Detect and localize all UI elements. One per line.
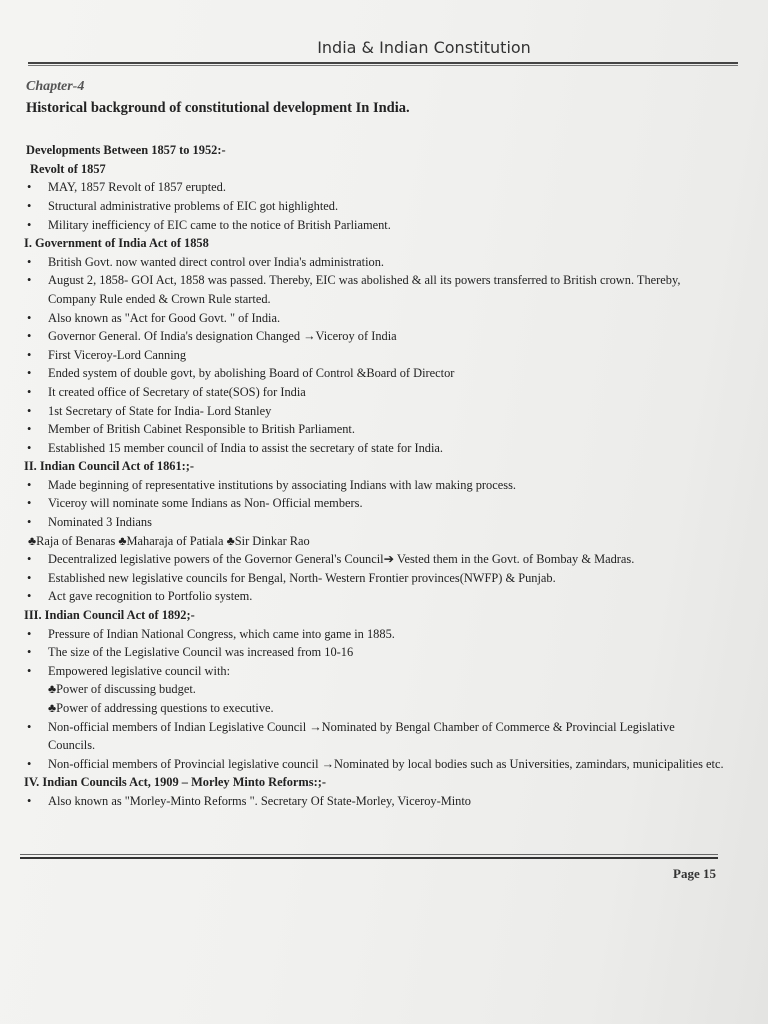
list-item: • Viceroy will nominate some Indians as Non- Official members. [27,496,363,511]
list-item: • Structural administrative problems of EIC got highlighted. [27,198,339,213]
goi-1858-heading: I. Government of India Act of 1858 [24,236,209,251]
revolt-list [24,178,724,234]
list-item: • Nominated 3 Indians [27,515,152,530]
list-item: • Military inefficiency of EIC came to the notice of British Parliament. [27,217,391,232]
page-number: Page 15 [673,866,716,881]
list-item: • Member of British Cabinet Responsible to British Parliament. [27,422,355,437]
list-item: • Also known as "Act for Good Govt. " of India. [27,310,281,325]
list-item: • Empowered legislative council with: [27,663,231,678]
list-item: • British Govt. now wanted direct control over India's administration. [27,254,385,269]
list-item: • Established 15 member council of India to assist the secretary of state for India. [27,440,443,455]
list-item: • Non-official members of Indian Legislative Council →Nominated by Bengal Chamber of Commerce & Provincial Legislative Councils. [27,719,675,753]
ica-1909-list [24,792,724,811]
nominees-line: ♣Raja of Benaras ♣Maharaja of Patiala ♣Sir Dinkar Rao [28,533,310,548]
goi-1858-list [24,253,724,458]
list-item: • Also known as "Morley-Minto Reforms ". Secretary Of State-Morley, Viceroy-Minto [27,793,471,808]
powers-list [24,680,724,717]
list-item: • Decentralized legislative powers of the Governor General's Council➔ Vested them in the Govt. of Bombay & Madras. [27,552,635,567]
chapter-label: Chapter-4 [26,79,85,94]
list-item: • First Viceroy-Lord Canning [27,347,187,362]
revolt-heading: Revolt of 1857 [30,161,106,176]
list-item: • Ended system of double govt, by abolishing Board of Control &Board of Director [27,366,455,381]
ica-1861-list-2 [24,550,724,606]
ica-1892-heading: III. Indian Council Act of 1892;- [24,608,195,623]
power-item: ♣Power of addressing questions to executive. [48,701,274,715]
list-item: • It created office of Secretary of state(SOS) for India [27,384,306,399]
list-item: • August 2, 1858- GOI Act, 1858 was passed. Thereby, EIC was abolished & all its powers transferred to British crown. Thereby, Company Rule ended & Crown Rule started. [27,273,681,306]
list-item: • Pressure of Indian National Congress, which came into game in 1885. [27,626,395,641]
ica-1892-list [24,625,724,681]
power-item: ♣Power of discussing budget. [48,682,196,697]
ica-1892-list-2 [24,718,724,774]
developments-heading: Developments Between 1857 to 1952:- [26,143,226,158]
list-item: • 1st Secretary of State for India- Lord Stanley [27,403,272,418]
list-item: • Non-official members of Provincial legislative council →Nominated by local bodies such as Universities, zamindars, municipalities etc. [27,756,724,771]
list-item: • MAY, 1857 Revolt of 1857 erupted. [27,180,226,195]
list-item: • Governor General. Of India's designation Changed →Viceroy of India [27,329,397,344]
ica-1861-list [24,476,724,532]
chapter-title: Historical background of constitutional development In India. [26,99,410,116]
list-item: • The size of the Legislative Council was increased from 10-16 [27,645,354,660]
list-item: • Made beginning of representative institutions by associating Indians with law making process. [27,477,516,492]
footer-rule [20,854,718,859]
ica-1909-heading: IV. Indian Councils Act, 1909 – Morley Minto Reforms:;- [24,775,326,790]
list-item: • Established new legislative councils for Bengal, North- Western Frontier provinces(NWFP) & Punjab. [27,570,556,585]
page-content [24,78,724,811]
running-header: India & Indian Constitution [317,38,531,57]
ica-1861-heading: II. Indian Council Act of 1861:;- [24,459,195,474]
list-item: • Act gave recognition to Portfolio system. [27,589,253,604]
header-rule [28,62,738,66]
